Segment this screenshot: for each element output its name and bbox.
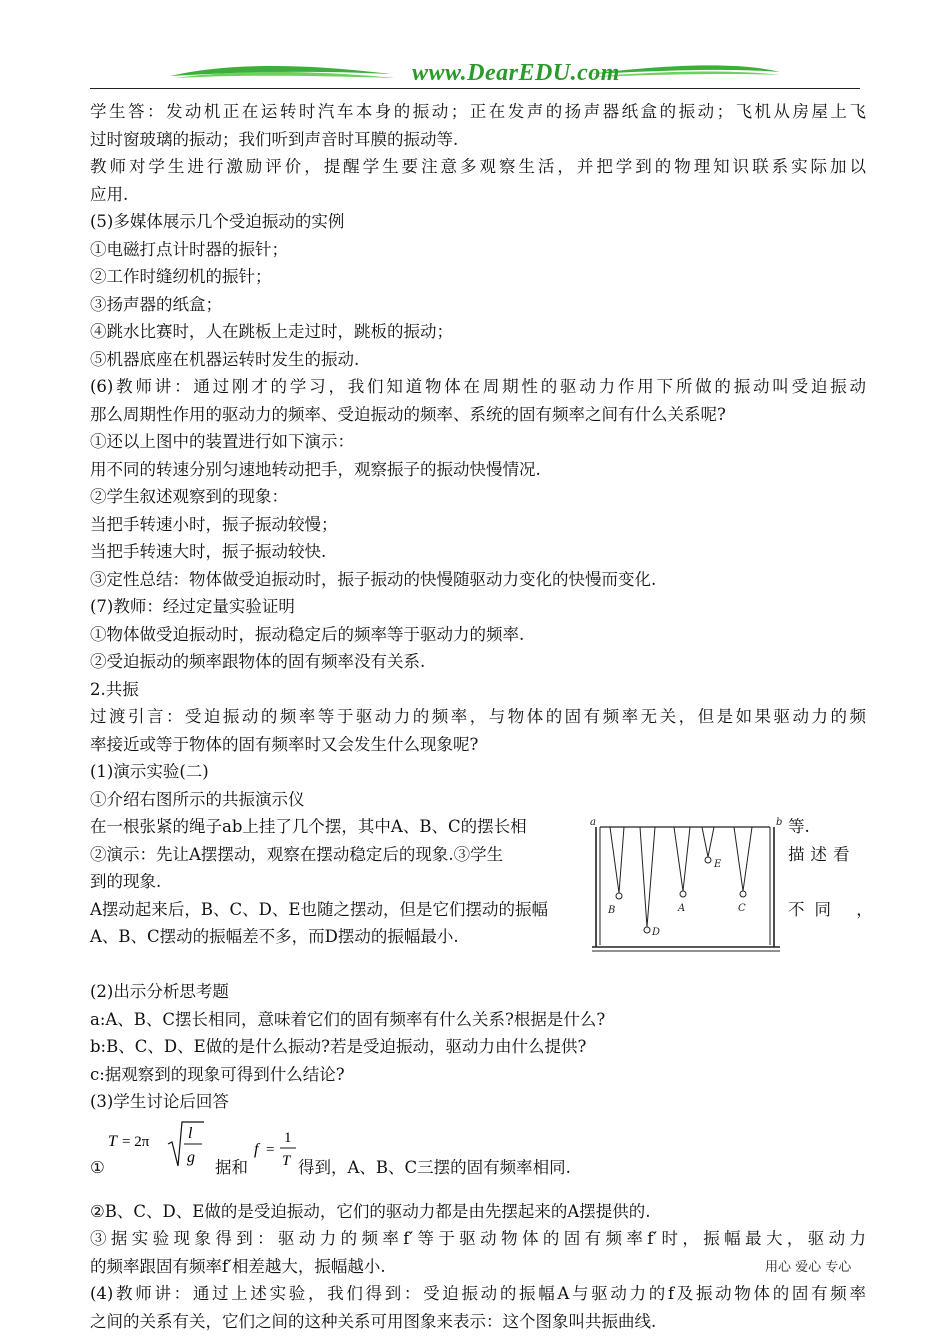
resonance-apparatus-diagram [590,817,785,957]
text-line: ①电磁打点计时器的振针； [90,239,288,259]
text-line: c:据观察到的现象可得到什么结论? [90,1064,345,1084]
text-line: (3)学生讨论后回答 [90,1092,229,1111]
text-line: (2)出示分析思考题 [90,982,229,1001]
pendulum-label-d: D [652,927,661,938]
text-line: 过时窗玻璃的振动；我们听到声音时耳膜的振动等. [90,129,459,149]
text-line: (4)教师讲：通过上述实验，我们得到：受迫振动的振幅A与驱动力的f及振动物体的固有频率 [90,1284,866,1303]
text-line: 那么周期性作用的驱动力的频率、受迫振动的频率、系统的固有频率之间有什么关系呢? [90,404,726,424]
text-line: 描述看 [788,844,856,864]
text-line: ①物体做受迫振动时，振动稳定后的频率等于驱动力的频率. [90,624,525,644]
pendulum-label-a: A [678,903,686,914]
text-line: b:B、C、D、E做的是什么振动?若是受迫振动，驱动力由什么提供? [90,1037,587,1056]
text-line: 在一根张紧的绳子ab上挂了几个摆，其中A、B、C的摆长相 [90,817,527,836]
text-line: (7)教师：经过定量实验证明 [90,597,295,616]
text-line: ③定性总结：物体做受迫振动时，振子振动的快慢随驱动力变化的快慢而变化. [90,569,657,589]
text-line: ④跳水比赛时，人在跳板上走过时，跳板的振动； [90,322,453,341]
text-line: 教师对学生进行激励评价，提醒学生要注意多观察生活，并把学到的物理知识联系实际加以 [90,157,866,176]
text-line: ②工作时缝纫机的振针； [90,267,272,286]
text-line: ②B、C、D、E做的是受迫振动，它们的驱动力都是由先摆起来的A摆提供的. [90,1201,651,1221]
section-heading: 2.共振 [90,679,139,699]
freq-eq: = [266,1141,275,1158]
period-eq: = 2π [122,1133,150,1150]
end-label-a: a [590,817,596,828]
freq-den: T [282,1152,291,1169]
text-line: ③扬声器的纸盒； [90,294,222,314]
text-line: 用不同的转速分别匀速地转动把手，观察振子的振动快慢情况. [90,459,541,479]
text-line: 到的现象. [90,872,162,891]
text-line: 过渡引言：受迫振动的频率等于驱动力的频率，与物体的固有频率无关，但是如果驱动力的频 [90,707,866,726]
text-line: 率接近或等于物体的固有频率时又会发生什么现象呢? [90,734,479,754]
text-line: A摆动起来后，B、C、D、E也随之摆动，但是它们摆动的振幅 [90,899,548,919]
text-line: (5)多媒体展示几个受迫振动的实例 [90,212,345,231]
text-line: (6)教师讲：通过刚才的学习，我们知道物体在周期性的驱动力作用下所做的振动叫受迫振动 [90,377,866,396]
page-footer: 用心 爱心 专心 [765,1260,852,1275]
text-line: ②演示：先让A摆摆动，观察在摆动稳定后的现象.③学生 [90,844,504,864]
text-line: ① [90,1157,105,1177]
text-line: 学生答：发动机正在运转时汽车本身的振动；正在发声的扬声器纸盒的振动；飞机从房屋上飞 [90,102,866,121]
pendulum-label-b: B [608,905,616,916]
pendulum-label-e: E [714,859,722,870]
text-line: 据和 [215,1157,248,1177]
text-line: 的频率跟固有频率f′相差越大，振幅越小. [90,1256,386,1276]
freq-lhs: f [254,1140,259,1158]
period-lhs: T [108,1132,117,1150]
formula-line [90,1120,866,1184]
text-line: 不同 ， [788,899,883,919]
text-line: (1)演示实验(二) [90,762,209,781]
figure-text-block [90,813,883,978]
text-line: ⑤机器底座在机器运转时发生的振动. [90,349,360,369]
document-body [90,98,883,1335]
text-line: ②受迫振动的频率跟物体的固有频率没有关系. [90,652,426,671]
text-line: ①介绍右图所示的共振演示仪 [90,789,305,809]
period-num: l [188,1124,193,1142]
text-line: 当把手转速小时，振子振动较慢； [90,514,338,534]
text-line: a:A、B、C摆长相同，意味着它们的固有频率有什么关系?根据是什么? [90,1009,606,1029]
freq-num: 1 [284,1129,292,1146]
text-line: 得到，A、B、C三摆的固有频率相同. [298,1157,571,1177]
header-divider [90,88,860,89]
text-line: 当把手转速大时，振子振动较快. [90,542,327,561]
end-label-b: b [776,817,783,828]
text-line: ①还以上图中的装置进行如下演示： [90,432,354,451]
formula-graphic [108,1120,308,1184]
text-line: ②学生叙述观察到的现象： [90,487,288,506]
text-line: 之间的关系有关，它们之间的这种关系可用图象来表示：这个图象叫共振曲线. [90,1311,657,1331]
site-logo[interactable]: www.DearEDU.com [412,60,620,86]
text-line: ③据实验现象得到：驱动力的频率f′等于驱动物体的固有频率f′时，振幅最大，驱动力 [90,1229,866,1248]
site-header [90,58,860,90]
period-den: g [187,1148,195,1166]
pendulum-label-c: C [738,903,746,914]
text-line: 应用. [90,184,129,204]
text-line: 等. [788,817,810,836]
text-line: A、B、C摆动的振幅差不多，而D摆动的振幅最小. [90,927,459,946]
